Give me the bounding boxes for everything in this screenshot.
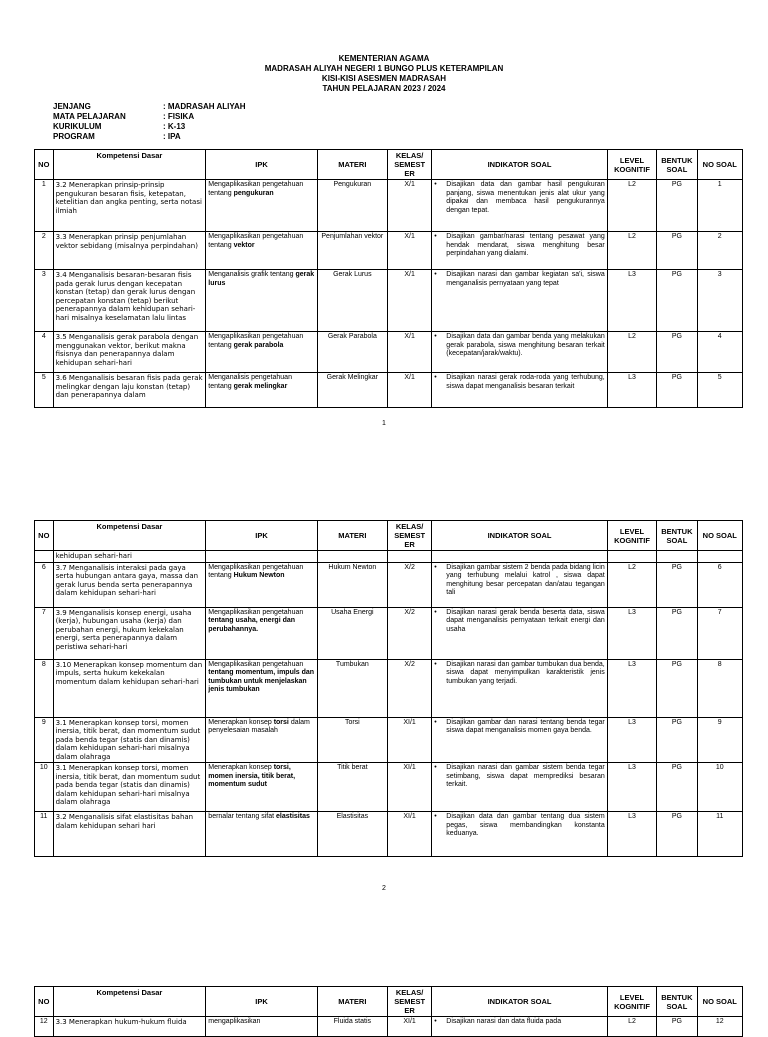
bullet-icon: • xyxy=(434,660,437,668)
indikator-text: Disajikan narasi dan gambar tumbukan dua benda, siswa dapat menyimpulkan karakteristik jenis tumbukan yang terjadi. xyxy=(446,660,605,685)
kelas-cell: X/1 xyxy=(387,270,431,332)
indikator-cell xyxy=(432,180,607,232)
continuation-row xyxy=(35,551,743,563)
indikator-item xyxy=(434,764,604,790)
level-cell: L3 xyxy=(607,812,657,857)
kisi-kisi-table-page-2 xyxy=(34,520,743,857)
no-soal-cell: 11 xyxy=(697,812,742,857)
materi-cell: Torsi xyxy=(317,717,387,763)
kelas-cell: XI/1 xyxy=(387,763,431,812)
materi-cell: Hukum Newton xyxy=(317,562,387,607)
indikator-cell xyxy=(432,607,607,659)
row-no: 5 xyxy=(35,373,54,408)
ipk-cell xyxy=(206,562,317,607)
materi-cell: Pengukuran xyxy=(317,180,387,232)
meta-row: JENJANG : MADRASAH ALIYAH xyxy=(53,102,246,111)
indikator-cell xyxy=(432,562,607,607)
indikator-item xyxy=(434,609,604,635)
materi-cell: Elastisitas xyxy=(317,812,387,857)
table-header-row xyxy=(35,521,743,551)
no-soal-cell: 12 xyxy=(697,1017,742,1037)
indikator-text: Disajikan gambar sistem 2 benda pada bidang licin yang terhubung melalui katrol , siswa dapat menghitung besar percepatan dan/atau tegangan tali xyxy=(446,563,605,596)
bentuk-cell: PG xyxy=(657,562,697,607)
row-no: 8 xyxy=(35,659,54,717)
ipk-keyword: elastisitas xyxy=(276,813,310,820)
table-header-row xyxy=(35,150,743,180)
kelas-cell: X/1 xyxy=(387,332,431,373)
table-row xyxy=(35,607,743,659)
col-level-kognitif: LEVEL KOGNITIF xyxy=(607,150,657,180)
level-cell: L3 xyxy=(607,607,657,659)
col-no: NO xyxy=(35,987,54,1017)
level-cell: L3 xyxy=(607,659,657,717)
ipk-keyword: tentang usaha, energi dan perubahannya. xyxy=(208,617,296,633)
ipk-cell xyxy=(206,659,317,717)
row-no: 2 xyxy=(35,232,54,270)
col-kelas-semester: KELAS/ SEMEST ER xyxy=(387,987,431,1017)
materi-cell: Gerak Melingkar xyxy=(317,373,387,408)
kelas-cell: X/2 xyxy=(387,659,431,717)
meta-row: PROGRAM : IPA xyxy=(53,132,181,141)
indikator-cell xyxy=(432,332,607,373)
document-title: KISI-KISI ASESMEN MADRASAH xyxy=(321,74,447,83)
col-no-soal: NO SOAL xyxy=(697,521,742,551)
bentuk-cell: PG xyxy=(657,332,697,373)
ipk-text: Mengaplikasikan pengetahuan tentang xyxy=(208,333,304,349)
bullet-icon: • xyxy=(434,1018,437,1025)
indikator-text: Disajikan narasi dan gambar sistem benda tegar setimbang, siswa dapat memprediksi besaran terkait. xyxy=(446,764,605,788)
no-soal-cell: 7 xyxy=(697,607,742,659)
kompetensi-dasar-cell: 3.9 Menganalisis konsep energi, usaha (kerja), hubungan usaha (kerja) dan perubahan energi, hukum kekekalan energi, serta penerapannya dalam peristiwa sehari-hari xyxy=(53,607,206,659)
ipk-cell xyxy=(206,332,317,373)
ipk-keyword: gerak parabola xyxy=(233,341,284,349)
materi-cell: Titik berat xyxy=(317,763,387,812)
meta-row: MATA PELAJARAN : FISIKA xyxy=(53,112,195,121)
ipk-text: Mengaplikasikan pengetahuan xyxy=(208,608,304,616)
bullet-icon: • xyxy=(434,764,437,771)
ipk-text: Menerapkan konsep xyxy=(208,764,272,771)
no-soal-cell: 8 xyxy=(697,659,742,717)
indikator-item xyxy=(434,271,604,288)
ipk-keyword: gerak lurus xyxy=(208,271,315,287)
ipk-text: Mengaplikasikan pengetahuan xyxy=(208,660,304,668)
kompetensi-dasar-cell: 3.2 Menerapkan prinsip-prinsip pengukuran besaran fisis, ketepatan, ketelitian dan angka penting, serta notasi ilmiah xyxy=(53,180,206,232)
bentuk-cell: PG xyxy=(657,763,697,812)
col-bentuk-soal: BENTUK SOAL xyxy=(657,521,697,551)
ipk-text: bernalar tentang sifat xyxy=(208,813,275,820)
level-cell: L2 xyxy=(607,1017,657,1037)
col-ipk: IPK xyxy=(206,987,317,1017)
ipk-text: Menganalisis pengetahuan tentang xyxy=(208,374,292,390)
ipk-cell xyxy=(206,763,317,812)
indikator-text: Disajikan gambar dan narasi tentang benda tegar siswa dapat menganalisis momen gaya benda. xyxy=(446,718,605,734)
level-cell: L3 xyxy=(607,373,657,408)
kompetensi-dasar-cell: 3.4 Menganalisis besaran-besaran fisis pada gerak lurus dengan kecepatan konstan (tetap) dan gerak lurus dengan percepatan konstan (tetap) berikut penerapannya dalam kehidupan sehari-hari misalnya keselamatan lalu lintas xyxy=(53,270,206,332)
no-soal-cell: 4 xyxy=(697,332,742,373)
col-indikator-soal: INDIKATOR SOAL xyxy=(432,987,607,1017)
materi-cell: Tumbukan xyxy=(317,659,387,717)
indikator-item xyxy=(434,719,604,736)
table-body xyxy=(35,551,743,857)
col-kelas-semester: KELAS/ SEMEST ER xyxy=(387,521,431,551)
indikator-text: Disajikan narasi gerak roda-roda yang terhubung, siswa dapat menganalisis besaran terkait xyxy=(446,374,605,390)
ipk-text: Menganalisis grafik tentang xyxy=(208,271,294,278)
ipk-keyword: gerak melingkar xyxy=(233,382,288,390)
col-no: NO xyxy=(35,150,54,180)
kompetensi-dasar-cell: 3.2 Menganalisis sifat elastisitas bahan dalam kehidupan sehari hari xyxy=(53,812,206,857)
col-level-kognitif: LEVEL KOGNITIF xyxy=(607,987,657,1017)
indikator-cell xyxy=(432,812,607,857)
col-no-soal: NO SOAL xyxy=(697,987,742,1017)
col-level-kognitif: LEVEL KOGNITIF xyxy=(607,521,657,551)
bullet-icon: • xyxy=(434,233,437,240)
kompetensi-dasar-cell: 3.3 Menerapkan hukum-hukum fluida xyxy=(53,1017,206,1037)
bullet-icon: • xyxy=(434,608,437,616)
ipk-text: Mengaplikasikan pengetahuan tentang xyxy=(208,233,304,249)
indikator-cell xyxy=(432,1017,607,1037)
col-no: NO xyxy=(35,521,54,551)
col-bentuk-soal: BENTUK SOAL xyxy=(657,150,697,180)
ipk-text: Menerapkan konsep xyxy=(208,718,272,726)
table-row xyxy=(35,373,743,408)
indikator-item xyxy=(434,333,604,359)
table-row xyxy=(35,232,743,270)
indikator-text: Disajikan data dan gambar tentang dua sistem pegas, siswa membandingkan konstanta keduanya. xyxy=(446,813,605,837)
table-body xyxy=(35,1017,743,1037)
indikator-text: Disajikan data dan gambar hasil pengukuran panjang, siswa menentukan jenis alat ukur yang dipakai dan membaca hasil pengukurannya dengan tepat. xyxy=(446,181,605,214)
col-materi: MATERI xyxy=(317,521,387,551)
ipk-keyword: vektor xyxy=(233,241,255,249)
indikator-cell xyxy=(432,232,607,270)
row-no: 3 xyxy=(35,270,54,332)
no-soal-cell: 2 xyxy=(697,232,742,270)
bullet-icon: • xyxy=(434,374,437,381)
bentuk-cell: PG xyxy=(657,270,697,332)
level-cell: L3 xyxy=(607,270,657,332)
meta-row: KURIKULUM : K-13 xyxy=(53,122,186,131)
bullet-icon: • xyxy=(434,718,437,726)
materi-cell: Penjumlahan vektor xyxy=(317,232,387,270)
level-cell: L2 xyxy=(607,180,657,232)
ipk-text-after: dalam penyelesaian masalah xyxy=(208,718,310,734)
indikator-item xyxy=(434,661,604,687)
col-materi: MATERI xyxy=(317,150,387,180)
level-cell: L2 xyxy=(607,562,657,607)
level-cell: L2 xyxy=(607,232,657,270)
page-number: 2 xyxy=(382,885,386,892)
bullet-icon: • xyxy=(434,181,437,188)
kompetensi-dasar-cell: 3.10 Menerapkan konsep momentum dan impuls, serta hukum kekekalan momentum dalam kehidupan sehari-hari xyxy=(53,659,206,717)
no-soal-cell: 3 xyxy=(697,270,742,332)
materi-cell: Usaha Energi xyxy=(317,607,387,659)
ipk-keyword: torsi xyxy=(273,718,289,726)
kelas-cell: X/1 xyxy=(387,232,431,270)
level-cell: L2 xyxy=(607,332,657,373)
bentuk-cell: PG xyxy=(657,232,697,270)
ipk-cell xyxy=(206,180,317,232)
table-row xyxy=(35,562,743,607)
table-row xyxy=(35,332,743,373)
indikator-item xyxy=(434,813,604,839)
ipk-cell xyxy=(206,717,317,763)
indikator-text: Disajikan gambar/narasi tentang pesawat yang hendak mendarat, siswa menghitung besar perpindahan yang dialami. xyxy=(446,233,605,257)
bentuk-cell: PG xyxy=(657,607,697,659)
row-no: 1 xyxy=(35,180,54,232)
kelas-cell: X/1 xyxy=(387,180,431,232)
row-no: 11 xyxy=(35,812,54,857)
indikator-item xyxy=(434,1018,604,1027)
indikator-item xyxy=(434,564,604,598)
page-number: 1 xyxy=(382,420,386,427)
table-row xyxy=(35,812,743,857)
no-soal-cell: 9 xyxy=(697,717,742,763)
no-soal-cell: 6 xyxy=(697,562,742,607)
level-cell: L3 xyxy=(607,763,657,812)
kompetensi-dasar-cell: 3.5 Menganalisis gerak parabola dengan menggunakan vektor, berikut makna fisisnya dan penerapannya dalam kehidupan sehari-hari xyxy=(53,332,206,373)
table-row xyxy=(35,717,743,763)
kelas-cell: X/1 xyxy=(387,373,431,408)
ipk-cell xyxy=(206,1017,317,1037)
bentuk-cell: PG xyxy=(657,717,697,763)
bentuk-cell: PG xyxy=(657,812,697,857)
ipk-text: Mengaplikasikan pengetahuan tentang xyxy=(208,563,304,579)
no-soal-cell: 1 xyxy=(697,180,742,232)
ipk-cell xyxy=(206,373,317,408)
indikator-item xyxy=(434,181,604,215)
document-meta xyxy=(53,102,246,142)
no-soal-cell: 5 xyxy=(697,373,742,408)
ipk-cell xyxy=(206,270,317,332)
school-name: MADRASAH ALIYAH NEGERI 1 BUNGO PLUS KETERAMPILAN xyxy=(264,64,504,73)
col-kompetensi-dasar: Kompetensi Dasar xyxy=(53,521,206,551)
ipk-cell xyxy=(206,812,317,857)
indikator-cell xyxy=(432,717,607,763)
bentuk-cell: PG xyxy=(657,659,697,717)
ipk-keyword: tentang momentum, impuls dan tumbukan untuk menjelaskan jenis tumbukan xyxy=(208,669,315,693)
col-kompetensi-dasar: Kompetensi Dasar xyxy=(53,987,206,1017)
row-no: 10 xyxy=(35,763,54,812)
kelas-cell: X/2 xyxy=(387,562,431,607)
ipk-text: Mengaplikasikan pengetahuan tentang xyxy=(208,181,304,197)
indikator-cell xyxy=(432,270,607,332)
no-soal-cell: 10 xyxy=(697,763,742,812)
indikator-text: Disajikan narasi dan gambar kegiatan sa'i, siswa menganalisis pernyataan yang tepat xyxy=(446,271,605,287)
col-no-soal: NO SOAL xyxy=(697,150,742,180)
table-row xyxy=(35,763,743,812)
col-bentuk-soal: BENTUK SOAL xyxy=(657,987,697,1017)
indikator-cell xyxy=(432,659,607,717)
bentuk-cell: PG xyxy=(657,373,697,408)
table-header-row xyxy=(35,987,743,1017)
kelas-cell: XI/1 xyxy=(387,812,431,857)
ministry-title: KEMENTERIAN AGAMA xyxy=(338,54,430,63)
bentuk-cell: PG xyxy=(657,180,697,232)
col-indikator-soal: INDIKATOR SOAL xyxy=(432,521,607,551)
kompetensi-dasar-cell: 3.3 Menerapkan prinsip penjumlahan vektor sebidang (misalnya perpindahan) xyxy=(53,232,206,270)
indikator-item xyxy=(434,374,604,391)
kelas-cell: XI/1 xyxy=(387,717,431,763)
row-no: 4 xyxy=(35,332,54,373)
table-row xyxy=(35,270,743,332)
table-row xyxy=(35,180,743,232)
kompetensi-dasar-cell: 3.7 Menganalisis interaksi pada gaya serta hubungan antara gaya, massa dan gerak lurus benda serta penerapannya dalam kehidupan sehari-hari xyxy=(53,562,206,607)
kelas-cell: X/2 xyxy=(387,607,431,659)
row-no: 12 xyxy=(35,1017,54,1037)
document-header xyxy=(0,54,768,94)
col-kompetensi-dasar: Kompetensi Dasar xyxy=(53,150,206,180)
indikator-text: Disajikan narasi dan data fluida pada xyxy=(446,1018,562,1025)
ipk-text: mengaplikasikan xyxy=(208,1018,261,1025)
ipk-keyword: Hukum Newton xyxy=(233,572,285,579)
indikator-text: Disajikan data dan gambar benda yang melakukan gerak parabola, siswa menghitung besaran terkait (kecepatan/jarak/waktu). xyxy=(446,333,605,357)
ipk-cell xyxy=(206,607,317,659)
kompetensi-dasar-cell: 3.1 Menerapkan konsep torsi, momen inersia, titik berat, dan momentum sudut pada benda tegar (statis dan dinamis) dalam kehidupan sehari-hari misalnya dalam olahraga xyxy=(53,717,206,763)
continuation-text: kehidupan sehari-hari xyxy=(53,551,206,563)
table-row xyxy=(35,1017,743,1037)
indikator-cell xyxy=(432,373,607,408)
table-row xyxy=(35,659,743,717)
indikator-text: Disajikan narasi gerak benda beserta data, siswa dapat menganalisis pernyataan terkait energi dan usaha xyxy=(446,608,605,633)
bullet-icon: • xyxy=(434,333,437,340)
col-indikator-soal: INDIKATOR SOAL xyxy=(432,150,607,180)
ipk-keyword: torsi, momen inersia, titik berat, momentum sudut xyxy=(208,764,296,788)
materi-cell: Gerak Lurus xyxy=(317,270,387,332)
bullet-icon: • xyxy=(434,563,437,571)
col-ipk: IPK xyxy=(206,150,317,180)
indikator-cell xyxy=(432,763,607,812)
bullet-icon: • xyxy=(434,813,437,820)
indikator-item xyxy=(434,233,604,259)
materi-cell: Gerak Parabola xyxy=(317,332,387,373)
level-cell: L3 xyxy=(607,717,657,763)
ipk-keyword: pengukuran xyxy=(233,189,274,197)
kompetensi-dasar-cell: 3.1 Menerapkan konsep torsi, momen inersia, titik berat, dan momentum sudut pada benda tegar (statis dan dinamis) dalam kehidupan sehari-hari misalnya dalam olahraga xyxy=(53,763,206,812)
row-no: 9 xyxy=(35,717,54,763)
row-no: 7 xyxy=(35,607,54,659)
kelas-cell: XI/1 xyxy=(387,1017,431,1037)
academic-year: TAHUN PELAJARAN 2023 / 2024 xyxy=(322,84,446,93)
row-no: 6 xyxy=(35,562,54,607)
materi-cell: Fluida statis xyxy=(317,1017,387,1037)
kisi-kisi-table-page-1 xyxy=(34,149,743,408)
kisi-kisi-table-page-3 xyxy=(34,986,743,1037)
ipk-cell xyxy=(206,232,317,270)
col-ipk: IPK xyxy=(206,521,317,551)
table-body xyxy=(35,180,743,408)
bullet-icon: • xyxy=(434,271,437,278)
col-materi: MATERI xyxy=(317,987,387,1017)
bentuk-cell: PG xyxy=(657,1017,697,1037)
kompetensi-dasar-cell: 3.6 Menganalisis besaran fisis pada gerak melingkar dengan laju konstan (tetap) dan penerapannya dalam xyxy=(53,373,206,408)
col-kelas-semester: KELAS/ SEMEST ER xyxy=(387,150,431,180)
